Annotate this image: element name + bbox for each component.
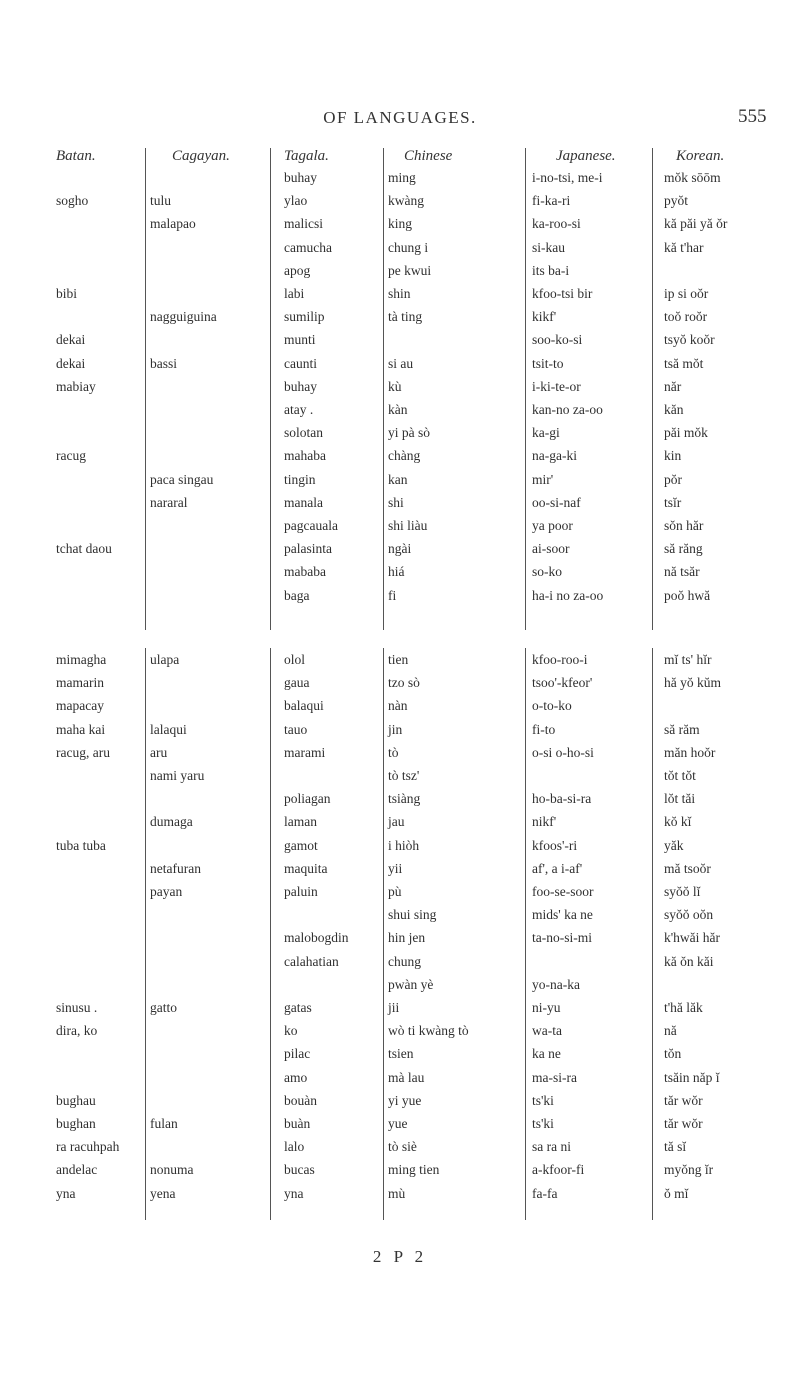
cell-korean: kă t'har [664, 239, 704, 255]
cell-chinese: pù [388, 884, 402, 899]
cell-chinese: shin [388, 286, 411, 301]
cell-tagala: sumilip [284, 309, 325, 325]
cell-chinese: pwàn yè [388, 976, 434, 992]
cell-japanese: ya poor [532, 518, 573, 533]
cell-chinese: yi yue [388, 1092, 422, 1108]
column-header-cagayan: Cagayan. [172, 148, 230, 164]
cell-tagala: tauo [284, 721, 308, 737]
cell-japanese: ta-no-si-mi [532, 930, 592, 946]
cell-japanese: foo-se-soor [532, 884, 594, 899]
running-head: OF LANGUAGES. [323, 108, 477, 127]
cell-japanese: i-no-tsi, me-i [532, 170, 603, 185]
cell-korean: kăn [664, 402, 684, 417]
cell-korean: pŏr [664, 471, 682, 487]
cell-korean: poŏ hwă [664, 587, 711, 603]
column-rule [383, 148, 384, 630]
column-header-tagala: Tagala. [284, 148, 329, 164]
cell-korean: să răm [664, 721, 700, 737]
cell-tagala: tingin [284, 471, 316, 487]
cell-chinese: shui sing [388, 907, 437, 923]
column-rule [145, 148, 146, 630]
cell-korean: mŏk sōōm [664, 170, 721, 185]
cell-japanese: af', a i-af' [532, 860, 583, 876]
cell-korean: t'hă lăk [664, 1000, 703, 1015]
cell-batan: bughau [56, 1092, 96, 1108]
cell-korean: tsyŏ koŏr [664, 332, 715, 348]
cell-korean: năr [664, 378, 682, 394]
cell-korean: mĭ ts' hĭr [664, 652, 712, 667]
cell-tagala: marami [284, 744, 326, 760]
cell-batan: bibi [56, 286, 78, 301]
column-rule [652, 148, 653, 630]
cell-korean: pyŏt [664, 193, 689, 209]
cell-batan: dira, ko [56, 1023, 98, 1039]
cell-chinese: tien [388, 652, 409, 667]
cell-japanese: soo-ko-si [532, 332, 583, 348]
cell-batan: mamarin [56, 675, 104, 691]
cell-cagayan: nami yaru [150, 768, 205, 783]
cell-tagala: munti [284, 332, 316, 348]
cell-japanese: ma-si-ra [532, 1069, 577, 1085]
cell-korean: nă [664, 1023, 677, 1039]
cell-chinese: fi [388, 587, 397, 603]
column-rule [652, 648, 653, 1220]
cell-japanese: oo-si-naf [532, 494, 581, 510]
cell-chinese: tzo sò [388, 675, 420, 691]
cell-cagayan: paca singau [150, 471, 214, 487]
cell-korean: sŏn hăr [664, 518, 704, 533]
cell-batan: mapacay [56, 698, 104, 714]
cell-tagala: amo [284, 1069, 308, 1085]
cell-korean: ip si oŏr [664, 286, 709, 301]
cell-japanese: ha-i no za-oo [532, 587, 604, 603]
cell-cagayan: bassi [150, 355, 177, 371]
column-rule [525, 648, 526, 1220]
column-header-batan: Batan. [56, 148, 96, 164]
cell-japanese: kan-no za-oo [532, 402, 603, 417]
cell-korean: tsă mŏt [664, 355, 704, 371]
cell-tagala: labi [284, 286, 305, 301]
cell-japanese: fa-fa [532, 1185, 558, 1201]
cell-japanese: so-ko [532, 564, 562, 580]
cell-korean: kin [664, 448, 682, 464]
cell-korean: lŏt tăi [664, 791, 696, 807]
cell-tagala: gatas [284, 1000, 312, 1015]
cell-tagala: baga [284, 587, 310, 603]
cell-japanese: ka ne [532, 1046, 561, 1062]
cell-tagala: ylao [284, 193, 308, 209]
cell-cagayan: nagguiguina [150, 309, 217, 325]
cell-tagala: bouàn [284, 1092, 317, 1108]
cell-japanese: nikf' [532, 814, 557, 830]
cell-korean: kŏ kĭ [664, 814, 692, 830]
column-rule [270, 148, 271, 630]
cell-tagala: lalo [284, 1139, 305, 1155]
cell-korean: tsĭr [664, 494, 682, 510]
cell-cagayan: nararal [150, 494, 188, 510]
cell-chinese: tà ting [388, 309, 423, 325]
cell-japanese: ts'ki [532, 1092, 554, 1108]
cell-tagala: malicsi [284, 216, 323, 232]
cell-batan: racug, aru [56, 744, 110, 760]
cell-japanese: kfoo-roo-i [532, 652, 588, 667]
cell-korean: syŏŏ oŏn [664, 907, 714, 923]
cell-batan: tchat daou [56, 541, 112, 557]
cell-korean: kă păi yă ŏr [664, 216, 728, 232]
cell-tagala: malobogdin [284, 930, 349, 946]
cell-chinese: hiá [388, 564, 405, 580]
cell-tagala: calahatian [284, 953, 339, 969]
cell-tagala: balaqui [284, 698, 324, 714]
cell-japanese: kikf' [532, 309, 557, 325]
cell-korean: tăr wŏr [664, 1116, 703, 1131]
cell-batan: sinusu . [56, 1000, 98, 1015]
cell-tagala: yna [284, 1185, 304, 1201]
cell-chinese: i hiòh [388, 837, 420, 853]
cell-korean: toŏ roŏr [664, 309, 708, 325]
cell-chinese: tò tsz' [388, 768, 420, 783]
cell-korean: syŏŏ lĭ [664, 884, 701, 899]
cell-cagayan: netafuran [150, 860, 201, 876]
cell-chinese: pe kwui [388, 262, 432, 278]
cell-tagala: palasinta [284, 541, 332, 557]
column-header-korean: Korean. [676, 148, 725, 164]
cell-cagayan: tulu [150, 193, 172, 209]
cell-chinese: yue [388, 1116, 408, 1131]
cell-tagala: ko [284, 1023, 298, 1039]
cell-chinese: jii [388, 1000, 400, 1015]
cell-japanese: tsit-to [532, 355, 564, 371]
cell-japanese: yo-na-ka [532, 976, 580, 992]
cell-japanese: tsoo'-kfeor' [532, 675, 593, 691]
printer-signature: 2 P 2 [372, 1247, 428, 1266]
cell-chinese: chung i [388, 239, 429, 255]
cell-chinese: wò ti kwàng tò [388, 1023, 469, 1039]
cell-batan: mimagha [56, 652, 107, 667]
cell-batan: andelac [56, 1162, 98, 1178]
cell-chinese: ming tien [388, 1162, 440, 1178]
cell-chinese: nàn [388, 698, 408, 714]
cell-tagala: manala [284, 494, 323, 510]
cell-japanese: na-ga-ki [532, 448, 577, 464]
cell-tagala: buhay [284, 378, 317, 394]
cell-korean: să răng [664, 541, 703, 557]
column-rule [525, 148, 526, 630]
cell-tagala: olol [284, 652, 306, 667]
cell-japanese: ni-yu [532, 1000, 561, 1015]
cell-korean: măn hoŏr [664, 744, 716, 760]
cell-tagala: mahaba [284, 448, 326, 464]
cell-batan: maha kai [56, 721, 106, 737]
cell-cagayan: aru [150, 744, 168, 760]
cell-japanese: fi-to [532, 721, 556, 737]
cell-chinese: tsien [388, 1046, 414, 1062]
cell-tagala: gaua [284, 675, 310, 691]
cell-korean: tăr wŏr [664, 1092, 703, 1108]
cell-tagala: mababa [284, 564, 326, 580]
cell-korean: myŏng ĭr [664, 1162, 714, 1178]
cell-chinese: shi [388, 494, 404, 510]
cell-japanese: ai-soor [532, 541, 570, 557]
cell-tagala: pilac [284, 1046, 311, 1062]
cell-batan: dekai [56, 332, 86, 348]
cell-batan: ra racuhpah [56, 1139, 120, 1155]
cell-chinese: si au [388, 355, 414, 371]
cell-korean: ŏ mĭ [664, 1185, 689, 1201]
cell-chinese: ming [388, 170, 416, 185]
cell-chinese: kù [388, 378, 402, 394]
cell-chinese: mà lau [388, 1069, 425, 1085]
cell-chinese: jin [388, 721, 403, 737]
cell-cagayan: payan [150, 884, 183, 899]
cell-cagayan: dumaga [150, 814, 193, 830]
cell-batan: yna [56, 1185, 76, 1201]
cell-batan: mabiay [56, 378, 96, 394]
cell-korean: tŏn [664, 1046, 682, 1062]
cell-tagala: buhay [284, 170, 317, 185]
cell-japanese: kfoo-tsi bir [532, 286, 593, 301]
cell-tagala: buàn [284, 1116, 311, 1131]
cell-korean: hă yŏ kŭm [664, 675, 721, 691]
cell-cagayan: nonuma [150, 1162, 194, 1178]
column-rule [145, 648, 146, 1220]
column-rule [383, 648, 384, 1220]
cell-chinese: kàn [388, 402, 408, 417]
cell-batan: dekai [56, 355, 86, 371]
cell-cagayan: gatto [150, 1000, 177, 1015]
cell-japanese: its ba-i [532, 262, 570, 278]
cell-chinese: jau [388, 814, 405, 830]
cell-korean: k'hwăi hăr [664, 930, 721, 946]
cell-chinese: yi pà sò [388, 425, 430, 441]
cell-chinese: tò [388, 744, 399, 760]
cell-japanese: o-si o-ho-si [532, 744, 594, 760]
cell-chinese: kwàng [388, 193, 424, 209]
cell-chinese: mù [388, 1185, 406, 1201]
cell-tagala: solotan [284, 425, 323, 441]
cell-tagala: pagcauala [284, 518, 338, 533]
cell-chinese: hin jen [388, 930, 426, 946]
cell-japanese: mir' [532, 471, 554, 487]
cell-batan: sogho [56, 193, 89, 209]
cell-tagala: caunti [284, 355, 317, 371]
page-number: 555 [738, 106, 767, 127]
cell-korean: tă sĭ [664, 1139, 687, 1155]
cell-chinese: tò siè [388, 1139, 417, 1155]
cell-batan: tuba tuba [56, 837, 106, 853]
cell-chinese: kan [388, 471, 408, 487]
cell-japanese: ho-ba-si-ra [532, 791, 592, 807]
cell-japanese: si-kau [532, 239, 565, 255]
cell-tagala: gamot [284, 837, 318, 853]
cell-tagala: maquita [284, 860, 328, 876]
cell-tagala: bucas [284, 1162, 315, 1178]
cell-batan: bughan [56, 1116, 96, 1131]
cell-cagayan: yena [150, 1185, 176, 1201]
cell-tagala: poliagan [284, 791, 331, 807]
cell-cagayan: ulapa [150, 652, 180, 667]
cell-chinese: chàng [388, 448, 421, 464]
cell-korean: kă ŏn kăi [664, 953, 714, 969]
cell-chinese: king [388, 216, 413, 232]
column-header-japanese: Japanese. [556, 148, 616, 164]
cell-japanese: o-to-ko [532, 698, 572, 714]
cell-japanese: wa-ta [532, 1023, 562, 1039]
cell-cagayan: lalaqui [150, 721, 187, 737]
cell-japanese: mids' ka ne [532, 907, 593, 923]
cell-tagala: camucha [284, 239, 332, 255]
cell-tagala: paluin [284, 884, 318, 899]
column-rule [270, 648, 271, 1220]
cell-japanese: ka-gi [532, 425, 560, 441]
cell-korean: mă tsoŏr [664, 860, 711, 876]
cell-japanese: fi-ka-ri [532, 193, 571, 209]
cell-cagayan: malapao [150, 216, 196, 232]
cell-chinese: tsiàng [388, 791, 421, 807]
cell-japanese: ts'ki [532, 1116, 554, 1131]
cell-japanese: sa ra ni [532, 1139, 571, 1155]
cell-japanese: a-kfoor-fi [532, 1162, 585, 1178]
cell-chinese: shi liàu [388, 518, 428, 533]
cell-batan: racug [56, 448, 86, 464]
cell-korean: păi mŏk [664, 425, 708, 441]
cell-tagala: apog [284, 262, 311, 278]
cell-korean: yăk [664, 837, 684, 853]
cell-tagala: laman [284, 814, 317, 830]
cell-japanese: kfoos'-ri [532, 837, 578, 853]
cell-korean: tŏt tŏt [664, 768, 696, 783]
cell-tagala: atay . [284, 402, 314, 417]
cell-chinese: ngài [388, 541, 412, 557]
cell-japanese: ka-roo-si [532, 216, 581, 232]
cell-chinese: yii [388, 860, 403, 876]
cell-korean: tsăin năp ĭ [664, 1069, 720, 1085]
cell-japanese: i-ki-te-or [532, 378, 581, 394]
cell-chinese: chung [388, 953, 421, 969]
cell-korean: nă tsăr [664, 564, 700, 580]
cell-cagayan: fulan [150, 1116, 178, 1131]
column-header-chinese: Chinese [404, 148, 453, 164]
